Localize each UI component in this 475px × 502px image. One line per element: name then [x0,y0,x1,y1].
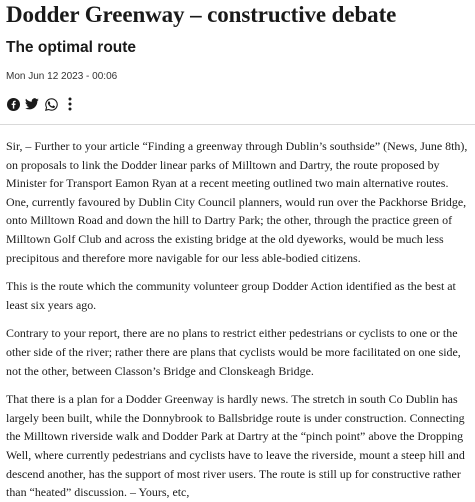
more-options-icon[interactable] [63,97,77,111]
paragraph: That there is a plan for a Dodder Greenway is hardly news. The stretch in south Co Dublin has largely been built, while the Donnybrook to Ballsbridge route is under construction. Connecting the Milltown riverside walk and Dodder Park at Dartry at the “pinch point” above the Dropping Well, where currently pedestrians and cyclists have to leave the riverside, mount a steep hill and descend another, has the support of most river users. The route is still up for constructive rather than “heated” discussion. – Yours, etc, [6,392,465,500]
publish-date: Mon Jun 12 2023 - 00:06 [6,71,118,82]
paragraph: Contrary to your report, there are no plans to restrict either pedestrians or cyclists to one or the other side of the river; rather there are plans that cyclists would be more facilitated on one side, not the other, between Classon’s Bridge and Clonskeagh Bridge. [6,326,461,378]
article-body [6,137,472,502]
paragraph: Sir, – Further to your article “Finding a greenway through Dublin’s southside” (News, June 8th), on proposals to link the Dodder linear parks of Milltown and Dartry, the route proposed by Minister for Transport Eamon Ryan at a recent meeting outlined two main alternative routes. One, currently favoured by Dublin City Council planners, would run over the Packhorse Bridge, onto Milltown Road and down the hill to Dartry Park; the other, through the practice green of Milltown Golf Club and across the existing bridge at the old dyeworks, would be much less precipitous and therefore more navigable for our less able-bodied citizens. [6,139,468,265]
divider [0,124,475,125]
twitter-icon[interactable] [25,97,39,111]
article-title: Dodder Greenway – constructive debate [6,2,397,27]
facebook-icon[interactable] [6,97,20,111]
article [6,0,472,502]
whatsapp-icon[interactable] [44,97,58,111]
share-bar [6,97,472,111]
article-subtitle: The optimal route [6,39,137,56]
paragraph: This is the route which the community volunteer group Dodder Action identified as the best at least six years ago. [6,279,456,312]
